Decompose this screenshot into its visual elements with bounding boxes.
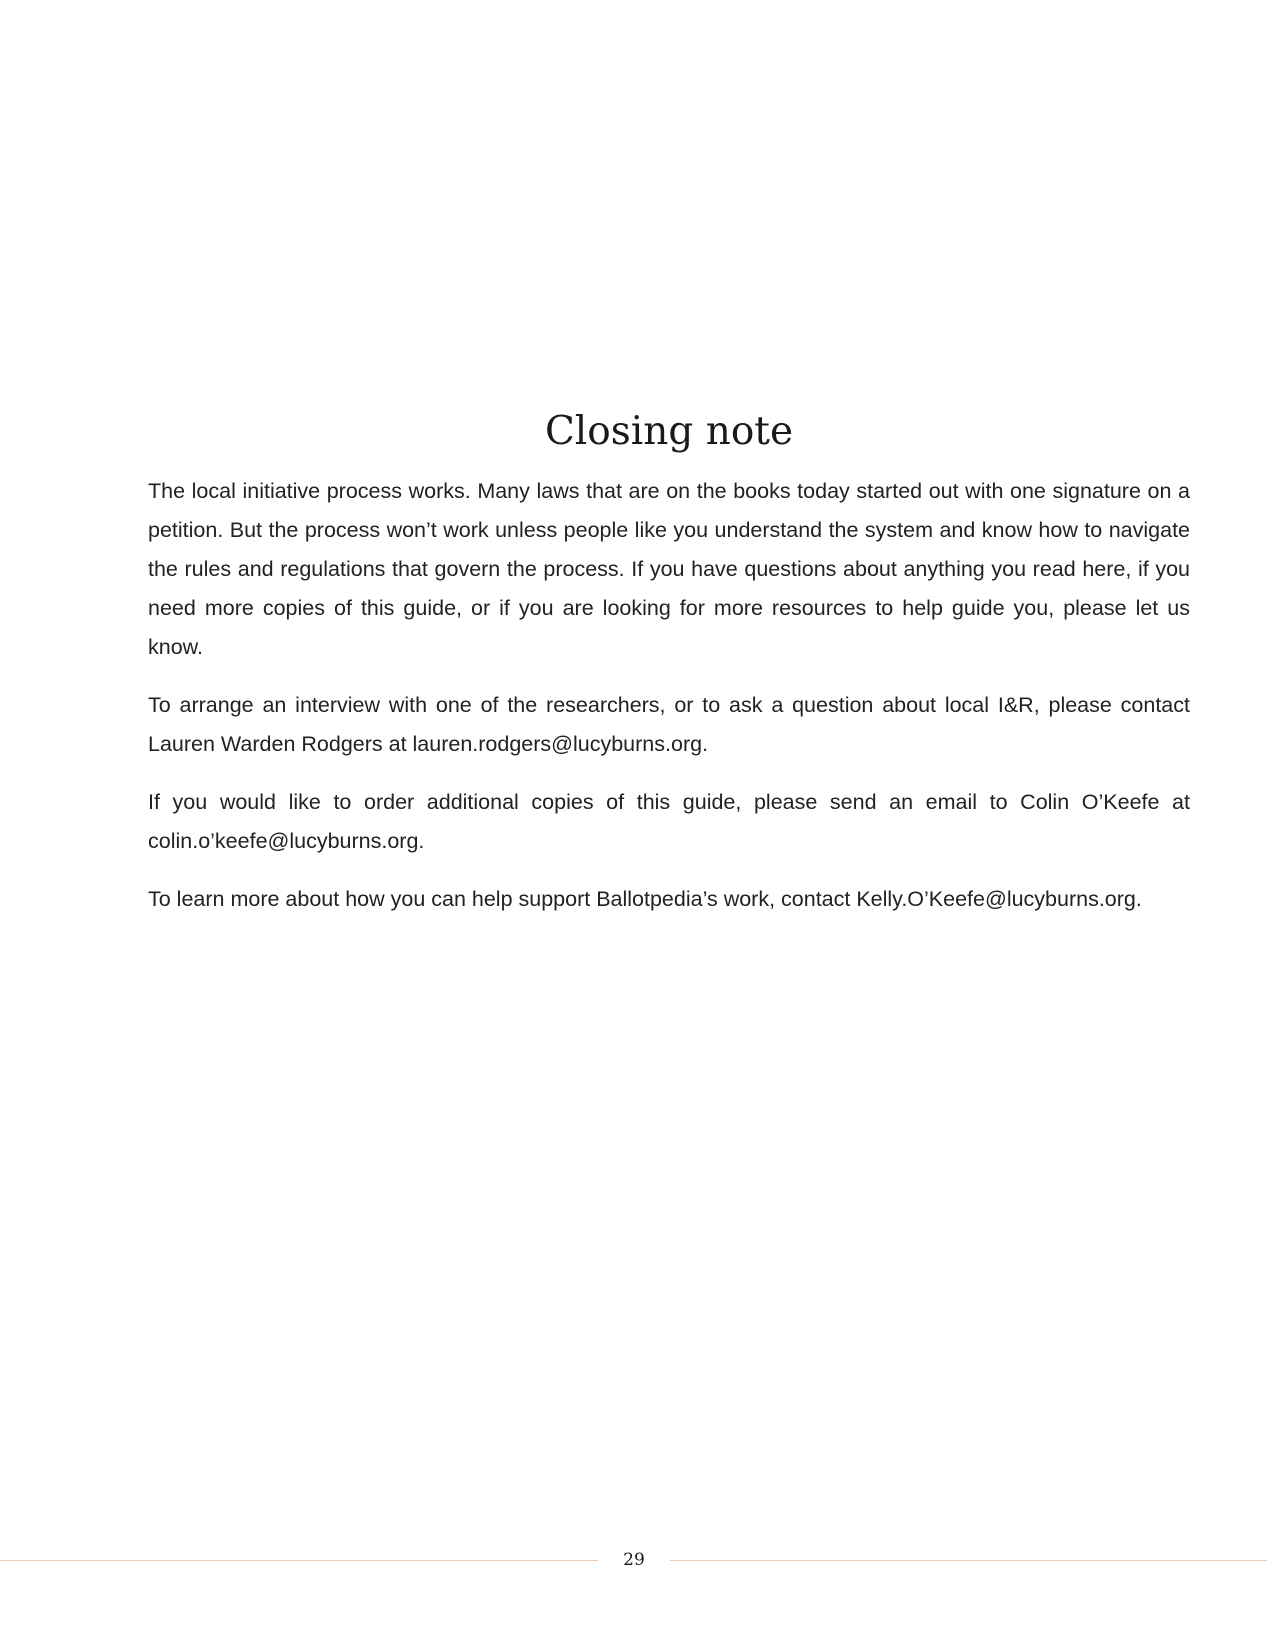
email-colin-okeefe[interactable]: colin.o’keefe@lucyburns.org	[148, 829, 419, 853]
paragraph-support	[148, 880, 1190, 919]
email-kelly-okeefe[interactable]: Kelly.O’Keefe@lucyburns.org	[856, 887, 1136, 911]
paragraph-intro-text: The local initiative process works. Many laws that are on the books today started out with one signature on a petition. But the process won’t work unless people like you understand the system and know how to navigate the rules and regulations that govern the process. If you have questions about anything you read here, if you need more copies of this guide, or if you are looking for more resources to help guide you, please let us know.	[148, 479, 1190, 659]
email-lauren-rodgers[interactable]: lauren.rodgers@lucyburns.org	[412, 732, 703, 756]
paragraph-support-period: .	[1135, 887, 1142, 911]
page-number: 29	[623, 1550, 645, 1570]
paragraph-interview-text: To arrange an interview with one of the researchers, or to ask a question about local I&R, please contact Lauren Warden Rodgers at	[148, 693, 1190, 756]
paragraph-interview-period: .	[702, 732, 709, 756]
paragraph-intro	[148, 472, 1190, 667]
footer-rule-left	[0, 1560, 598, 1561]
main-content	[148, 404, 1190, 938]
paragraph-order-copies	[148, 783, 1190, 861]
paragraph-order-text: If you would like to order additional copies of this guide, please send an email to Colin O’Keefe at	[148, 790, 1190, 814]
footer-rule-right	[670, 1560, 1267, 1561]
paragraph-support-text: To learn more about how you can help support Ballotpedia’s work, contact	[148, 887, 857, 911]
paragraph-order-period: .	[418, 829, 425, 853]
paragraph-interview-contact	[148, 686, 1190, 764]
page-title: Closing note	[544, 409, 794, 454]
